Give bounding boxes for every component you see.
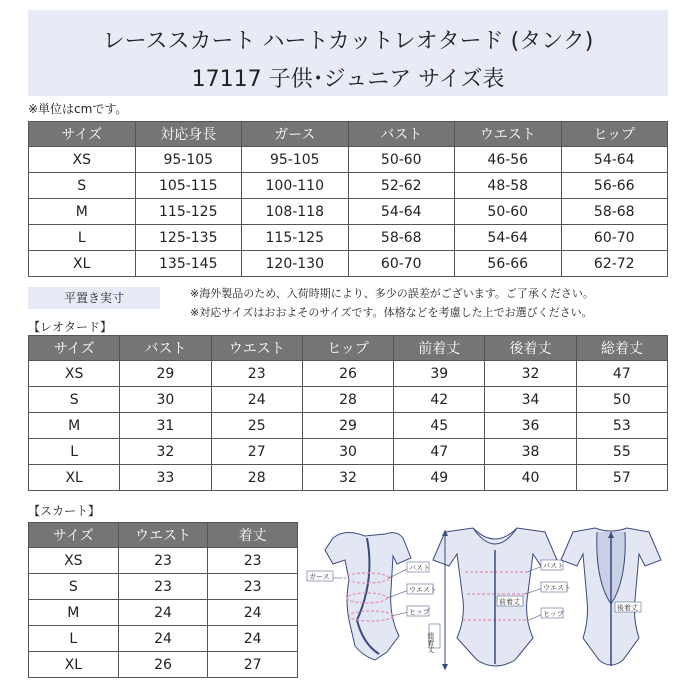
column-header: ヒップ [302,336,393,361]
table-cell: 56-66 [561,173,668,199]
size-cell: XL [29,652,119,678]
size-cell: M [29,199,136,225]
table-cell: 30 [302,439,393,465]
page-subtitle: 17117 子供･ジュニア サイズ表 [191,67,505,92]
column-header: ガース [242,122,349,147]
table-cell: 28 [211,465,302,491]
table-cell: 57 [576,465,667,491]
table-cell: 53 [576,413,667,439]
size-cell: XS [29,147,136,173]
label-waist-1: ウエスト [409,586,437,594]
label-front-length: 前着丈 [499,598,520,606]
table-cell: 105-115 [135,173,242,199]
column-header: ウエスト [118,523,208,548]
table-row [29,199,668,225]
table-cell: 115-125 [242,225,349,251]
table-cell: 58-68 [348,225,455,251]
table-cell: 47 [576,361,667,387]
table-cell: 54-64 [561,147,668,173]
table-row [29,574,298,600]
column-header: 対応身長 [135,122,242,147]
table-cell: 31 [120,413,211,439]
skirt-size-table [28,522,298,678]
column-header: サイズ [29,523,119,548]
label-bust-1: バスト [409,564,430,572]
note-fit: ※対応サイズはおおよそのサイズです。体格などを考慮した上でお選びください。 [190,306,593,319]
table-cell: 46-56 [455,147,562,173]
table-row [29,626,298,652]
table-row [29,600,298,626]
table-row [29,387,668,413]
table-row [29,652,298,678]
table-cell: 23 [118,574,208,600]
note-import: ※海外製品のため、入荷時期により、多少の誤差がございます。ご了承ください。 [190,287,594,300]
table-cell: 60-70 [348,251,455,277]
table-cell: 54-64 [348,199,455,225]
table-row [29,173,668,199]
column-header: 後着丈 [485,336,576,361]
column-header: バスト [348,122,455,147]
table-cell: 24 [118,626,208,652]
table-cell: 23 [208,574,298,600]
table-cell: 38 [485,439,576,465]
table-cell: 23 [208,548,298,574]
table-cell: 50 [576,387,667,413]
label-total-length: 総着丈 [427,632,435,653]
table-cell: 23 [211,361,302,387]
table-cell: 24 [211,387,302,413]
column-header: 着丈 [208,523,298,548]
size-cell: M [29,413,120,439]
size-cell: XS [29,548,119,574]
table-row [29,465,668,491]
table-cell: 30 [120,387,211,413]
table-cell: 32 [485,361,576,387]
table-cell: 40 [485,465,576,491]
label-hip-1: ヒップ [409,608,430,616]
table-cell: 29 [120,361,211,387]
skirt-section-label: 【スカート】 [28,504,101,518]
column-header: ウエスト [455,122,562,147]
measurement-diagram [305,520,675,690]
size-cell: XL [29,465,120,491]
table-cell: 54-64 [455,225,562,251]
table-cell: 39 [394,361,485,387]
table-cell: 29 [302,413,393,439]
figure-girth [307,532,437,660]
unit-note: ※単位はcmです。 [28,102,128,116]
table-cell: 108-118 [242,199,349,225]
table-cell: 33 [120,465,211,491]
table-cell: 120-130 [242,251,349,277]
figure-front [427,528,572,670]
column-header: ウエスト [211,336,302,361]
table-cell: 26 [302,361,393,387]
title-box [28,10,668,96]
size-cell: M [29,600,119,626]
body-size-table [28,121,668,277]
table-row [29,439,668,465]
table-row [29,147,668,173]
size-cell: L [29,225,136,251]
label-hip-2: ヒップ [543,610,564,618]
column-header: ヒップ [561,122,668,147]
table-cell: 48-58 [455,173,562,199]
table-cell: 49 [394,465,485,491]
table-cell: 135-145 [135,251,242,277]
leotard-section-label: 【レオタード】 [28,320,113,334]
table-cell: 24 [208,600,298,626]
figure-back [561,528,661,666]
column-header: サイズ [29,122,136,147]
table-cell: 55 [576,439,667,465]
table-cell: 25 [211,413,302,439]
label-waist-2: ウエスト [543,584,571,592]
table-cell: 50-60 [455,199,562,225]
column-header: 前着丈 [394,336,485,361]
table-cell: 28 [302,387,393,413]
table-cell: 26 [118,652,208,678]
table-row [29,251,668,277]
table-cell: 52-62 [348,173,455,199]
label-girth: ガース [309,573,330,581]
table-cell: 27 [208,652,298,678]
page-title: レーススカート ハートカットレオタード (タンク) [102,29,594,54]
table-cell: 45 [394,413,485,439]
table-cell: 60-70 [561,225,668,251]
label-bust-2: バスト [543,562,564,570]
table-row [29,413,668,439]
table-cell: 23 [118,548,208,574]
table-cell: 27 [211,439,302,465]
table-row [29,225,668,251]
table-cell: 24 [118,600,208,626]
size-cell: XL [29,251,136,277]
measurement-diagram-svg [305,520,675,690]
flat-measure-label: 平置き実寸 [28,287,160,309]
table-cell: 34 [485,387,576,413]
table-cell: 42 [394,387,485,413]
table-cell: 100-110 [242,173,349,199]
column-header: サイズ [29,336,120,361]
table-row [29,361,668,387]
column-header: バスト [120,336,211,361]
leotard-size-table [28,335,668,491]
table-cell: 32 [302,465,393,491]
column-header: 総着丈 [576,336,667,361]
table-cell: 95-105 [135,147,242,173]
table-cell: 125-135 [135,225,242,251]
table-cell: 50-60 [348,147,455,173]
size-cell: S [29,173,136,199]
size-cell: L [29,626,119,652]
table-cell: 24 [208,626,298,652]
size-cell: L [29,439,120,465]
table-cell: 115-125 [135,199,242,225]
size-cell: XS [29,361,120,387]
table-cell: 56-66 [455,251,562,277]
size-cell: S [29,387,120,413]
table-cell: 36 [485,413,576,439]
label-back-length: 後着丈 [617,604,638,612]
table-row [29,548,298,574]
table-cell: 62-72 [561,251,668,277]
table-cell: 32 [120,439,211,465]
size-cell: S [29,574,119,600]
table-cell: 58-68 [561,199,668,225]
table-cell: 95-105 [242,147,349,173]
table-cell: 47 [394,439,485,465]
